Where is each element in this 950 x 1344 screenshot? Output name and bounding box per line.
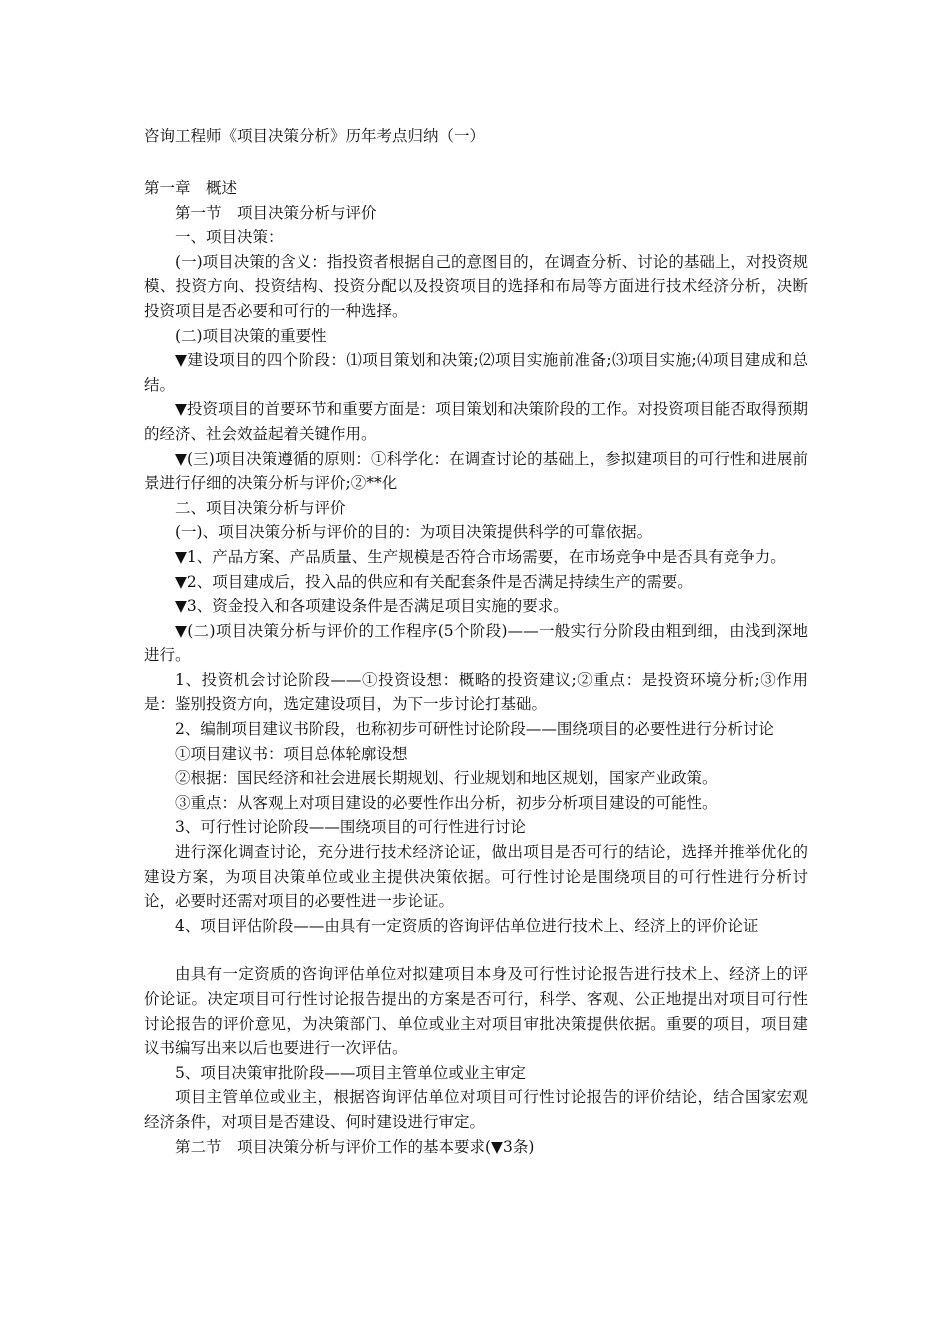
paragraph: 4、项目评估阶段——由具有一定资质的咨询评估单位进行技术上、经济上的评价论证 xyxy=(175,916,759,935)
paragraph: (二)项目决策的重要性 xyxy=(175,326,327,345)
paragraph: 进行深化调查讨论，充分进行技术经济论证，做出项目是否可行的结论，选择并推举优化的建设方案，为项目决策单位或业主提供决策依据。可行性讨论是围绕项目的可行性进行分析讨论，必要时还需对项目的必要性进一步论证。 xyxy=(144,843,808,911)
paragraph: (一)、项目决策分析与评价的目的：为项目决策提供科学的可靠依据。 xyxy=(175,523,653,542)
paragraph: 二、项目决策分析与评价 xyxy=(175,498,346,517)
blank-line xyxy=(144,938,808,962)
document-body xyxy=(144,176,808,1159)
paragraph: ②根据：国民经济和社会进展长期规划、行业规划和地区规划，国家产业政策。 xyxy=(175,769,718,788)
chapter-heading: 第一章 概述 xyxy=(144,179,238,197)
paragraph: ▼3、资金投入和各项建设条件是否满足项目实施的要求。 xyxy=(175,597,569,616)
paragraph: 1、投资机会讨论阶段——①投资设想：概略的投资建议;②重点：是投资环境分析;③作用是：鉴别投资方向，选定建设项目，为下一步讨论打基础。 xyxy=(144,670,808,714)
paragraph: ①项目建议书：项目总体轮廓设想 xyxy=(175,744,408,763)
document-title: 咨询工程师《项目决策分析》历年考点归纳（一） xyxy=(144,127,486,145)
paragraph: ▼(二)项目决策分析与评价的工作程序(5个阶段)——一般实行分阶段由粗到细，由浅到深地进行。 xyxy=(144,621,808,665)
paragraph: 一、项目决策： xyxy=(175,228,284,247)
paragraph: ▼2、项目建成后，投入品的供应和有关配套条件是否满足持续生产的需要。 xyxy=(175,572,693,591)
paragraph: ▼(三)项目决策遵循的原则：①科学化：在调查讨论的基础上，参拟建项目的可行性和进展前景进行仔细的决策分析与评价;②**化 xyxy=(144,449,808,493)
paragraph: ▼投资项目的首要环节和重要方面是：项目策划和决策阶段的工作。对投资项目能否取得预期的经济、社会效益起着关键作用。 xyxy=(144,400,808,443)
paragraph: ③重点：从客观上对项目建设的必要性作出分析，初步分析项目建设的可能性。 xyxy=(175,793,718,812)
paragraph: ▼建设项目的四个阶段：⑴项目策划和决策;⑵项目实施前准备;⑶项目实施;⑷项目建成和总结。 xyxy=(144,351,808,394)
paragraph: (一)项目决策的含义：指投资者根据自己的意图目的，在调查分析、讨论的基础上，对投资规模、投资方向、投资结构、投资分配以及投资项目的选择和布局等方面进行技术经济分析，决断投资项目是否必要和可行的一种选择。 xyxy=(144,252,808,320)
paragraph: 3、可行性讨论阶段——围绕项目的可行性进行讨论 xyxy=(175,818,526,837)
section-heading: 第一节 项目决策分析与评价 xyxy=(175,203,377,222)
paragraph: 2、编制项目建议书阶段，也称初步可研性讨论阶段——围绕项目的必要性进行分析讨论 xyxy=(175,720,774,739)
section-heading: 第二节 项目决策分析与评价工作的基本要求(▼3条) xyxy=(175,1137,535,1156)
paragraph: 由具有一定资质的咨询评估单位对拟建项目本身及可行性讨论报告进行技术上、经济上的评价论证。决定项目可行性讨论报告提出的方案是否可行，科学、客观、公正地提出对项目可行性讨论报告的评价意见，为决策部门、单位或业主对项目审批决策提供依据。重要的项目，项目建议书编写出来以后也要进行一次评估。 xyxy=(144,965,808,1058)
paragraph: ▼1、产品方案、产品质量、生产规模是否符合市场需要，在市场竞争中是否具有竞争力。 xyxy=(175,547,786,566)
paragraph: 5、项目决策审批阶段——项目主管单位或业主审定 xyxy=(175,1063,526,1082)
paragraph: 项目主管单位或业主，根据咨询评估单位对项目可行性讨论报告的评价结论，结合国家宏观经济条件，对项目是否建设、何时建设进行审定。 xyxy=(144,1088,808,1131)
